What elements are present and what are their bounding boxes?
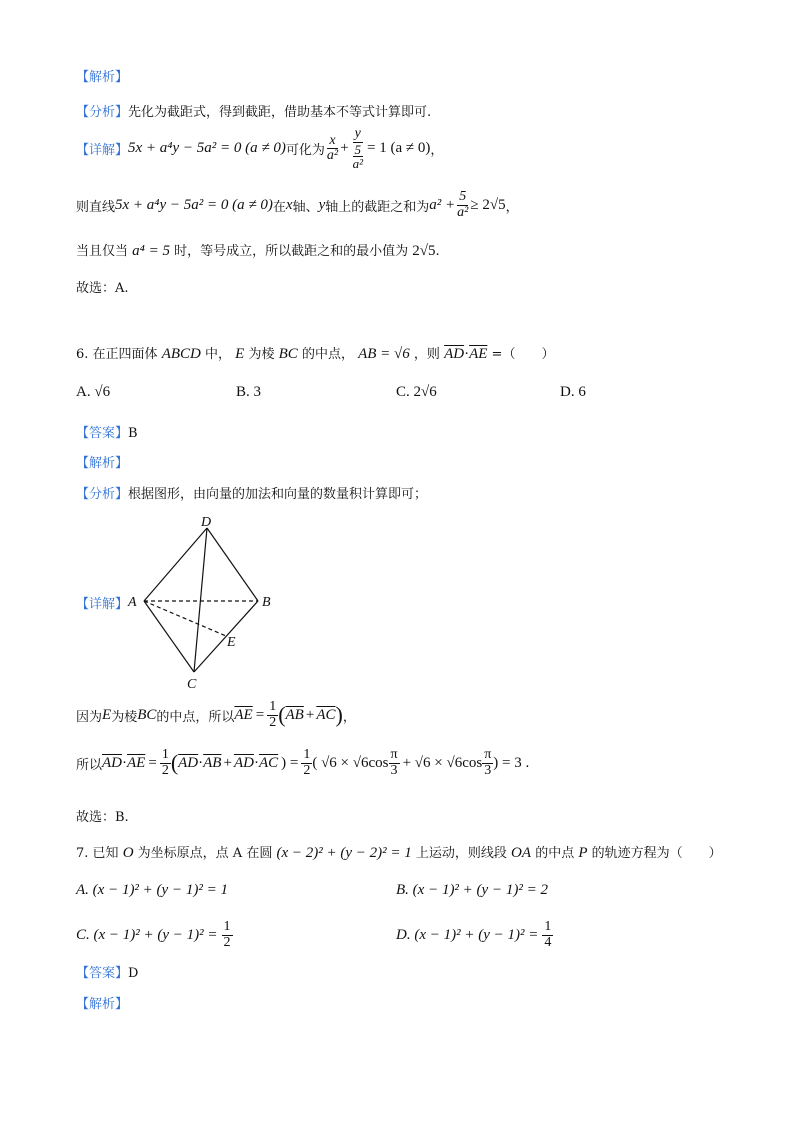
fraction-pi-3 (482, 748, 493, 778)
line-equation: 5x + a⁴y − 5a² = 0 (a ≠ 0) (115, 196, 273, 213)
equals: = (148, 754, 157, 771)
min-value: 2√5 (412, 243, 436, 259)
option-d: D. 6 (560, 384, 586, 400)
edge-bc (194, 601, 258, 672)
option-b: B. (x − 1)² + (y − 1)² = 2 (396, 882, 548, 898)
denominator: 2 (161, 762, 169, 778)
derivation-line-2 (76, 748, 529, 778)
var: BC (278, 346, 298, 362)
text: 的中点 (535, 846, 575, 861)
text: =（ ） (491, 347, 555, 362)
vector: $\overline{AD}$ (178, 754, 199, 771)
label-c: C (187, 677, 197, 692)
numerator: y (354, 126, 361, 141)
numerator: π (484, 747, 492, 762)
var: E (102, 706, 112, 723)
result: ) = 3 . (493, 754, 530, 771)
option-a: A. (x − 1)² + (y − 1)² = 1 (76, 882, 228, 898)
vector: $\overline{AB}$ (203, 754, 222, 771)
numerator: π (390, 747, 398, 762)
line-equation: 5x + a⁴y − 5a² = 0 (a ≠ 0) (128, 140, 286, 157)
numerator: 1 (223, 919, 231, 934)
answer-line (76, 422, 138, 441)
jiexi-tag: 【解析】 (76, 997, 129, 1012)
option-d (396, 920, 553, 950)
paren: ) (335, 702, 343, 728)
text: 轴上的截距之和为 (325, 199, 430, 215)
rhs: = 1 (a ≠ 0) (366, 140, 431, 157)
fraction-half (301, 748, 312, 778)
denominator (349, 143, 367, 171)
fraction (222, 920, 233, 950)
denominator: a² (457, 204, 469, 220)
var-x: x (285, 196, 293, 213)
numerator: 5 (354, 141, 362, 157)
edge-ac (144, 601, 194, 672)
fraction (455, 190, 470, 220)
var: ABCD (161, 346, 201, 362)
vector: $\overline{AE}$ (234, 706, 253, 723)
edge-da (144, 528, 207, 601)
fraction-half (160, 748, 171, 778)
fraction-y (349, 127, 367, 171)
expr: ( √6 × √6cos (312, 754, 389, 771)
expr: C. (x − 1)² + (y − 1)² = (76, 926, 218, 943)
text: 6. 在正四面体 (76, 347, 158, 362)
vector: $\overline{AD}$ (444, 346, 465, 362)
numerator: 5 (459, 189, 467, 204)
numerator: x (329, 132, 336, 148)
option-a: A. √6 (76, 384, 111, 400)
jiexi-tag: 【解析】 (76, 456, 129, 471)
denominator: 3 (390, 762, 398, 778)
plus: + (223, 754, 232, 771)
text: 的轨迹方程为（ ） (591, 846, 722, 861)
numerator: 1 (269, 699, 277, 714)
option-b: B. 3 (236, 384, 262, 400)
label-a: A (128, 595, 137, 610)
text: 7. 已知 (76, 846, 119, 861)
tetrahedron-figure (120, 512, 290, 692)
dot: · (253, 754, 259, 771)
answer-line (76, 962, 138, 981)
var: E (235, 346, 245, 362)
vector: $\overline{AB}$ (285, 706, 304, 723)
text: ，则 (413, 347, 440, 362)
numerator: 1 (544, 919, 552, 934)
answer-line: 故选：B. (76, 810, 129, 825)
answer-line: 故选：A. (76, 281, 129, 296)
punct: ， (505, 199, 519, 215)
denominator: 4 (544, 934, 552, 950)
expr: AB = √6 (358, 346, 410, 362)
jiexi-tag: 【解析】 (76, 70, 129, 85)
expr: + √6 × √6cos (402, 754, 483, 771)
denominator: a² (352, 156, 363, 172)
intercept-line (76, 190, 519, 220)
dot: · (198, 754, 204, 771)
text: 中， (205, 347, 232, 362)
option-c: C. 2√6 (396, 384, 437, 400)
circle-equation: (x − 2)² + (y − 2)² = 1 (276, 845, 412, 861)
var-y: y (318, 196, 326, 213)
derivation-line-1 (76, 700, 356, 730)
denominator: a² (326, 148, 339, 164)
text: 因为 (76, 709, 103, 725)
numerator: 1 (161, 747, 169, 762)
plus: + (305, 706, 315, 723)
vector: $\overline{AE}$ (127, 754, 146, 771)
option-c (76, 920, 233, 950)
text: 上运动，则线段 (415, 846, 507, 861)
xiangjie-tag: 【详解】 (76, 597, 129, 612)
denominator: 3 (484, 762, 492, 778)
punct: ， (430, 143, 444, 159)
denominator: 2 (223, 934, 231, 950)
text: 的中点，所以 (156, 709, 235, 725)
var: O (122, 845, 134, 861)
nested-fraction (351, 143, 365, 171)
question-7-stem (76, 842, 722, 862)
text: 可化为 (285, 143, 325, 159)
edge-dc (194, 528, 207, 672)
vector: $\overline{AD}$ (233, 754, 254, 771)
text: 为棱 (248, 347, 275, 362)
text: 的中点， (301, 347, 354, 362)
text: 当且仅当 (76, 244, 129, 259)
paren: ( (278, 702, 286, 728)
edge-db (207, 528, 258, 601)
fraction-half (267, 700, 278, 730)
inequality: ≥ 2√5 (470, 196, 506, 213)
text: 则直线 (76, 199, 116, 215)
expr: a² + (429, 196, 456, 213)
fraction-pi-3 (389, 748, 400, 778)
punct: . (435, 244, 440, 259)
text: 轴、 (292, 199, 319, 215)
answer-value: B (128, 426, 138, 441)
var: P (578, 845, 588, 861)
answer-value: D (128, 966, 139, 981)
vector: $\overline{AC}$ (316, 706, 336, 723)
xiangjie-tag: 【详解】 (76, 143, 129, 159)
paren: ( (170, 750, 179, 776)
fenxi-tag: 【分析】 (76, 105, 129, 120)
punct: ， (342, 709, 356, 725)
text: 时，等号成立，所以截距之和的最小值为 (174, 244, 409, 259)
denominator: 2 (269, 714, 277, 730)
vector: $\overline{AD}$ (102, 754, 123, 771)
fenxi-text: 根据图形，由向量的加法和向量的数量积计算即可； (128, 487, 428, 502)
fraction-x (325, 134, 340, 164)
fenxi-tag: 【分析】 (76, 487, 129, 502)
fenxi-line (76, 101, 431, 120)
vector: $\overline{AE}$ (469, 346, 488, 362)
fenxi-text: 先化为截距式，得到截距，借助基本不等式计算即可. (128, 105, 432, 120)
label-b: B (262, 595, 271, 610)
text: 为棱 (111, 709, 138, 725)
fenxi-line (76, 483, 427, 502)
question-6-stem (76, 343, 554, 363)
var: OA (511, 845, 532, 861)
expr: a⁴ = 5 (132, 243, 170, 259)
close-equals: ) = (281, 754, 299, 771)
plus: + (340, 140, 349, 157)
text: 在 (272, 199, 286, 215)
numerator: 1 (303, 747, 311, 762)
vector: $\overline{AC}$ (258, 754, 279, 771)
label-e: E (227, 635, 236, 650)
dot: · (464, 346, 470, 362)
equals: = (255, 706, 265, 723)
denominator: 2 (303, 762, 311, 778)
var: BC (137, 706, 157, 723)
fraction (542, 920, 553, 950)
answer-tag: 【答案】 (76, 426, 129, 441)
label-d: D (201, 515, 212, 530)
equality-line (76, 240, 440, 260)
expr: D. (x − 1)² + (y − 1)² = (396, 926, 539, 943)
xiangjie-line (76, 127, 443, 171)
text: 所以 (76, 757, 103, 773)
answer-tag: 【答案】 (76, 966, 129, 981)
dot: · (122, 754, 128, 771)
text: 为坐标原点，点 A 在圆 (137, 846, 273, 861)
